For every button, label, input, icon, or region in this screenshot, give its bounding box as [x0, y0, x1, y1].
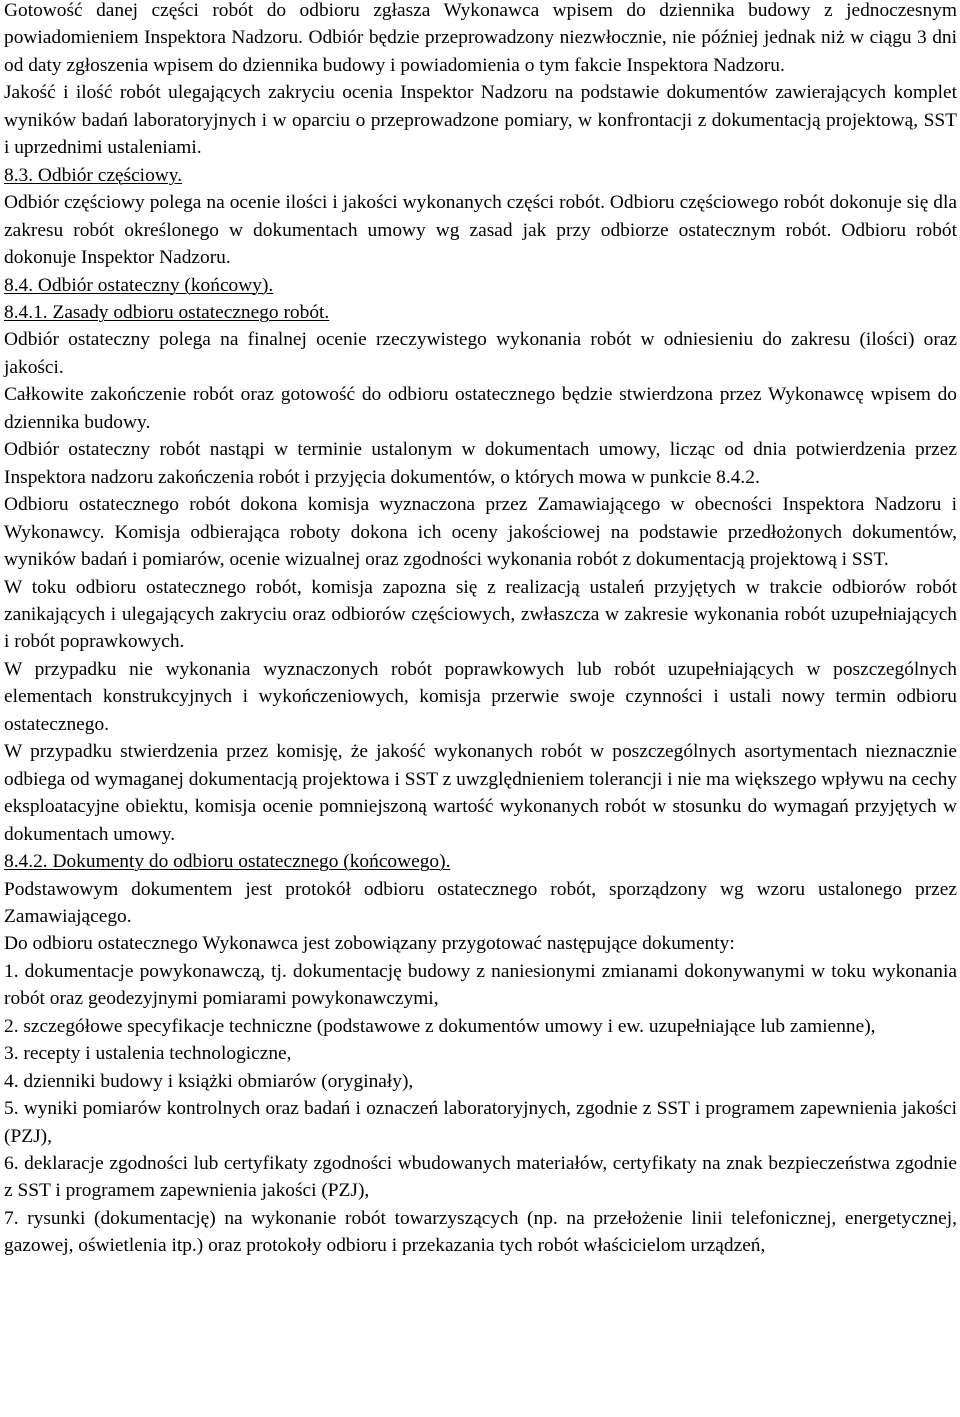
document-page [4, 0, 957, 1260]
heading-8-4-final-acceptance: 8.4. Odbiór ostateczny (końcowy). [4, 274, 274, 296]
list-item: 6. deklaracje zgodności lub certyfikaty zgodności wbudowanych materiałów, certyfikaty na znak bezpieczeństwa zgodnie z SST i programem zapewnienia jakości (PZJ), [4, 1153, 957, 1202]
paragraph-final-acceptance-definition: Odbiór ostateczny polega na finalnej ocenie rzeczywistego wykonania robót w odniesieniu do zakresu (ilości) oraz jakości. [4, 329, 957, 378]
list-item: 4. dzienniki budowy i książki obmiarów (oryginały), [4, 1070, 414, 1092]
heading-8-4-2-final-documents: 8.4.2. Dokumenty do odbioru ostatecznego (końcowego). [4, 851, 451, 873]
paragraph-required-documents-intro: Do odbioru ostatecznego Wykonawca jest zobowiązany przygotować następujące dokumenty: [4, 933, 735, 955]
list-item: 5. wyniki pomiarów kontrolnych oraz badań i oznaczeń laboratoryjnych, zgodnie z SST i programem zapewnienia jakości (PZJ), [4, 1098, 957, 1147]
list-item: 2. szczegółowe specyfikacje techniczne (podstawowe z dokumentów umowy i ew. uzupełniające lub zamienne), [4, 1015, 876, 1037]
list-item: 3. recepty i ustalenia technologiczne, [4, 1043, 292, 1065]
paragraph-corrective-works: W przypadku nie wykonania wyznaczonych robót poprawkowych lub robót uzupełniających w poszczególnych elementach konstrukcyjnych i wykończeniowych, komisja przerwie swoje czynności i ustali nowy termin odbioru ostatecznego. [4, 658, 957, 735]
required-documents-list [4, 958, 957, 1260]
heading-8-4-1-final-acceptance-rules: 8.4.1. Zasady odbioru ostatecznego robót. [4, 301, 330, 323]
paragraph-partial-acceptance: Odbiór częściowy polega na ocenie ilości i jakości wykonanych części robót. Odbioru częściowego robót dokonuje się dla zakresu robót określonego w dokumentach umowy wg zasad jak przy odbiorze ostatecznym robót. Odbioru robót dokonuje Inspektor Nadzoru. [4, 192, 957, 269]
paragraph-completion-confirmation: Całkowite zakończenie robót oraz gotowość do odbioru ostatecznego będzie stwierdzona przez Wykonawcę wpisem do dziennika budowy. [4, 384, 957, 433]
paragraph-acceptance-protocol: Podstawowym dokumentem jest protokół odbioru ostatecznego robót, sporządzony wg wzoru ustalonego przez Zamawiającego. [4, 878, 957, 927]
heading-8-3-partial-acceptance: 8.3. Odbiór częściowy. [4, 164, 183, 186]
paragraph-readiness-notice: Gotowość danej części robót do odbioru zgłasza Wykonawca wpisem do dziennika budowy z jednoczesnym powiadomieniem Inspektora Nadzoru. Odbiór będzie przeprowadzony niezwłocznie, nie później jednak niż w ciągu 3 dni od daty zgłoszenia wpisem do dziennika budowy i powiadomienia o tym fakcie Inspektora Nadzoru. [4, 0, 957, 76]
paragraph-commission-review: W toku odbioru ostatecznego robót, komisja zapozna się z realizacją ustaleń przyjętych w trakcie odbiorów robót zanikających i ulegających zakryciu oraz odbiorów częściowych, zwłaszcza w zakresie wykonania robót uzupełniających i robót poprawkowych. [4, 576, 957, 653]
paragraph-covered-works-quality: Jakość i ilość robót ulegających zakryciu ocenia Inspektor Nadzoru na podstawie dokumentów zawierających komplet wyników badań laboratoryjnych i w oparciu o przeprowadzone pomiary, w konfrontacji z dokumentacją projektową, SST i uprzednimi ustaleniami. [4, 82, 957, 159]
list-item: 7. rysunki (dokumentację) na wykonanie robót towarzyszących (np. na przełożenie linii telefonicznej, energetycznej, gazowej, oświetlenia itp.) oraz protokoły odbioru i przekazania tych robót właścicielom urządzeń, [4, 1207, 957, 1257]
paragraph-reduced-value: W przypadku stwierdzenia przez komisję, że jakość wykonanych robót w poszczególnych asortymentach nieznacznie odbiega od wymaganej dokumentacją projektowa i SST z uwzględnieniem tolerancji i nie ma większego wpływu na cechy eksploatacyjne obiektu, komisja ocenie pomniejszoną wartość wykonanych robót w stosunku do wymagań przyjętych w dokumentach umowy. [4, 741, 957, 845]
list-item: 1. dokumentacje powykonawczą, tj. dokumentację budowy z naniesionymi zmianami dokonywanymi w toku wykonania robót oraz geodezyjnymi pomiarami powykonawczymi, [4, 960, 957, 1010]
paragraph-final-acceptance-deadline: Odbiór ostateczny robót nastąpi w terminie ustalonym w dokumentach umowy, licząc od dnia potwierdzenia przez Inspektora nadzoru zakończenia robót i przyjęcia dokumentów, o których mowa w punkcie 8.4.2. [4, 439, 957, 488]
paragraph-acceptance-commission: Odbioru ostatecznego robót dokona komisja wyznaczona przez Zamawiającego w obecności Inspektora Nadzoru i Wykonawcy. Komisja odbierająca roboty dokona ich oceny jakościowej na podstawie przedłożonych dokumentów, wyników badań i pomiarów, ocenie wizualnej oraz zgodności wykonania robót z dokumentacją projektową i SST. [4, 494, 957, 571]
